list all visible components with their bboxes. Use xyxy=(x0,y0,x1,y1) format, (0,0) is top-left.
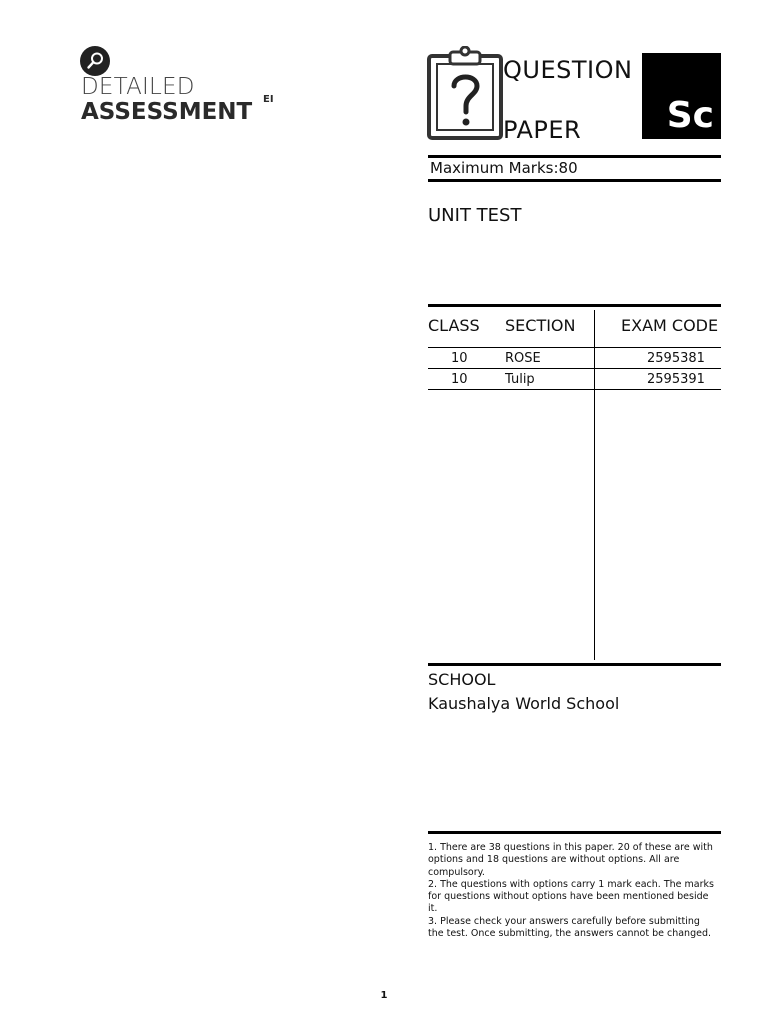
cell-section: Tulip xyxy=(505,372,535,387)
row-divider xyxy=(428,347,721,348)
table-bottom-rule xyxy=(428,663,721,666)
column-divider xyxy=(594,310,595,660)
logo-text-assessment: ASSESSMENT xyxy=(81,99,253,125)
logo-text-detailed: DETAILED xyxy=(81,74,195,100)
clipboard-question-icon xyxy=(426,46,504,142)
page-number: 1 xyxy=(380,990,388,1001)
logo-suffix: EI xyxy=(263,94,274,105)
detailed-assessment-logo xyxy=(80,44,275,128)
instruction-item: 3. Please check your answers carefully before submitting the test. Once submitting, the answers cannot be changed. xyxy=(428,915,711,940)
divider xyxy=(428,155,721,158)
school-name: Kaushalya World School xyxy=(428,694,620,713)
cell-class: 10 xyxy=(451,372,468,387)
subject-box xyxy=(642,53,721,139)
table-top-rule xyxy=(428,304,721,307)
column-header-class: CLASS xyxy=(428,316,480,335)
column-header-exam-code: EXAM CODE xyxy=(621,316,719,335)
max-marks: Maximum Marks:80 xyxy=(430,159,578,177)
cell-section: ROSE xyxy=(505,351,541,366)
row-divider xyxy=(428,389,721,390)
cell-class: 10 xyxy=(451,351,468,366)
school-label: SCHOOL xyxy=(428,670,496,689)
title-paper: PAPER xyxy=(503,116,582,144)
test-name: UNIT TEST xyxy=(428,205,522,226)
instruction-item: 2. The questions with options carry 1 mark each. The marks for questions without options have been mentioned beside it. xyxy=(428,878,714,915)
column-header-section: SECTION xyxy=(505,316,576,335)
instructions xyxy=(428,842,718,940)
instruction-item: 1. There are 38 questions in this paper. 20 of these are with options and 18 questions are without options. All are compulsory. xyxy=(428,842,713,878)
divider xyxy=(428,179,721,182)
cell-exam-code: 2595391 xyxy=(647,372,705,387)
magnifier-icon xyxy=(80,46,110,76)
title-question: QUESTION xyxy=(503,56,633,84)
instructions-rule xyxy=(428,831,721,834)
row-divider xyxy=(428,368,721,369)
cell-exam-code: 2595381 xyxy=(647,351,705,366)
subject-code: Sc xyxy=(666,95,714,136)
